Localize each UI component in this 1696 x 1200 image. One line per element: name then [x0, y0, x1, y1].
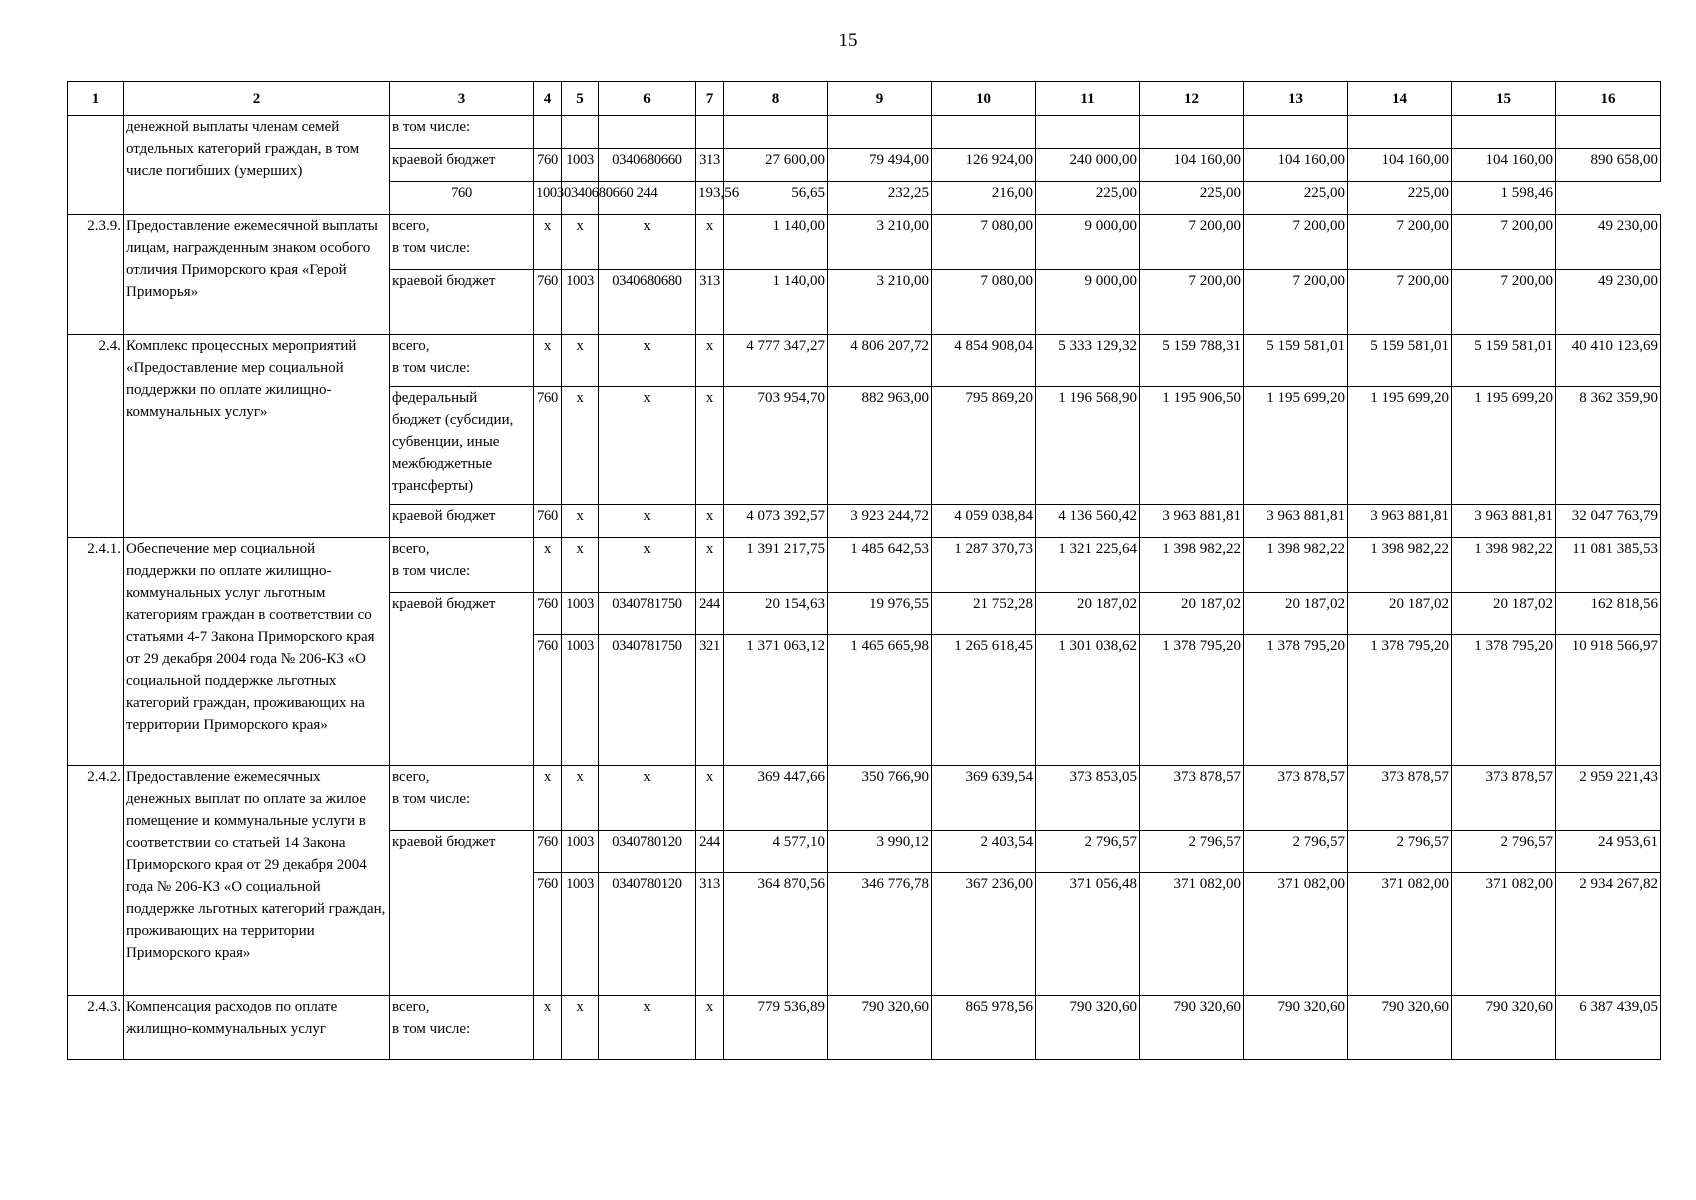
code-col-6: 0340781750 [599, 593, 696, 635]
code-col-6: х [599, 505, 696, 538]
amount-cell: 7 200,00 [1244, 270, 1348, 335]
amount-cell: 371 082,00 [1244, 873, 1348, 996]
amount-cell: 4 577,10 [724, 831, 828, 873]
code-col-4: 760 [534, 387, 562, 505]
column-header: 12 [1140, 82, 1244, 116]
source-cell: краевой бюджет [390, 505, 534, 538]
amount-cell: 240 000,00 [1036, 149, 1140, 182]
amount-cell: 4 073 392,57 [724, 505, 828, 538]
amount-cell: 5 333 129,32 [1036, 335, 1140, 387]
amount-cell: 2 934 267,82 [1556, 873, 1661, 996]
source-cell: всего, в том числе: [390, 996, 534, 1060]
table-row [68, 215, 1661, 270]
amount-cell: 225,00 [1036, 182, 1140, 215]
column-header: 4 [534, 82, 562, 116]
amount-cell: 5 159 581,01 [1452, 335, 1556, 387]
code-col-7: 313 [696, 149, 724, 182]
source-cell: краевой бюджет [390, 593, 534, 766]
code-col-4: х [534, 996, 562, 1060]
code-col-4: х [534, 335, 562, 387]
amount-cell: 3 963 881,81 [1244, 505, 1348, 538]
column-header: 7 [696, 82, 724, 116]
code-col-5: х [562, 996, 599, 1060]
code-col-4: 760 [534, 873, 562, 996]
amount-cell: 1 195 906,50 [1140, 387, 1244, 505]
code-col-7: х [696, 996, 724, 1060]
source-cell: краевой бюджет [390, 831, 534, 996]
row-name: Компенсация расходов по оплате жилищно-коммунальных услуг [124, 996, 390, 1060]
amount-cell: 1 195 699,20 [1244, 387, 1348, 505]
amount-cell: 1 140,00 [724, 215, 828, 270]
amount-cell: 32 047 763,79 [1556, 505, 1661, 538]
code-col-4: 760 [534, 831, 562, 873]
amount-cell: 126 924,00 [932, 149, 1036, 182]
amount-cell: 2 796,57 [1140, 831, 1244, 873]
code-col-6: 0340680680 [599, 270, 696, 335]
amount-cell: 1 195 699,20 [1348, 387, 1452, 505]
amount-cell: 1 195 699,20 [1452, 387, 1556, 505]
code-col-6: х [599, 335, 696, 387]
amount-cell: 20 187,02 [1140, 593, 1244, 635]
amount-cell: 216,00 [932, 182, 1036, 215]
source-cell: в том числе: [390, 116, 534, 149]
amount-cell: 890 658,00 [1556, 149, 1661, 182]
amount-cell: 4 854 908,04 [932, 335, 1036, 387]
amount-cell: 790 320,60 [1348, 996, 1452, 1060]
amount-cell: 371 082,00 [1452, 873, 1556, 996]
row-id: 2.4.1. [68, 538, 124, 766]
code-col-5: х [562, 538, 599, 593]
amount-cell: 10 918 566,97 [1556, 635, 1661, 766]
amount-cell: 225,00 [1140, 182, 1244, 215]
amount-cell: 703 954,70 [724, 387, 828, 505]
amount-cell: 2 403,54 [932, 831, 1036, 873]
amount-cell: 1 391 217,75 [724, 538, 828, 593]
amount-cell: 5 159 581,01 [1244, 335, 1348, 387]
column-header: 10 [932, 82, 1036, 116]
amount-cell: 40 410 123,69 [1556, 335, 1661, 387]
code-col-7: х [696, 766, 724, 831]
table-row [68, 538, 1661, 593]
amount-cell: 790 320,60 [828, 996, 932, 1060]
code-col-7: х [696, 505, 724, 538]
amount-cell: 1 398 982,22 [1140, 538, 1244, 593]
amount-cell: 5 159 788,31 [1140, 335, 1244, 387]
amount-cell: 6 387 439,05 [1556, 996, 1661, 1060]
amount-cell: 20 187,02 [1452, 593, 1556, 635]
column-header: 16 [1556, 82, 1661, 116]
amount-cell: 2 959 221,43 [1556, 766, 1661, 831]
amount-cell: 371 056,48 [1036, 873, 1140, 996]
amount-cell: 1 301 038,62 [1036, 635, 1140, 766]
code-col-6: х [599, 538, 696, 593]
amount-cell: 7 080,00 [932, 215, 1036, 270]
code-col-4: 760 [534, 149, 562, 182]
code-col-5: 1003 [562, 593, 599, 635]
amount-cell: 19 976,55 [828, 593, 932, 635]
header-row [68, 82, 1661, 116]
source-cell: всего, в том числе: [390, 215, 534, 270]
amount-cell: 1 378 795,20 [1140, 635, 1244, 766]
row-id: 2.3.9. [68, 215, 124, 335]
row-name: Обеспечение мер социальной поддержки по оплате жилищно-коммунальных услуг льготным категориям граждан в соответствии со статьями 4-7 Закона Приморского края от 29 декабря 2004 года № 206-КЗ «О социальной поддержке льготных категорий граждан, проживающих на территории Приморского края» [124, 538, 390, 766]
source-cell: краевой бюджет [390, 149, 534, 182]
code-col-5: 1003 [534, 182, 562, 215]
amount-cell: 49 230,00 [1556, 270, 1661, 335]
code-col-5: 1003 [562, 635, 599, 766]
amount-cell: 790 320,60 [1244, 996, 1348, 1060]
amount-cell: 795 869,20 [932, 387, 1036, 505]
amount-cell: 104 160,00 [1452, 149, 1556, 182]
amount-cell: 369 447,66 [724, 766, 828, 831]
amount-cell: 104 160,00 [1244, 149, 1348, 182]
source-cell: краевой бюджет [390, 270, 534, 335]
code-col-7: 321 [696, 635, 724, 766]
row-name: Предоставление ежемесячной выплаты лицам, награжденным знаком особого отличия Приморского края «Герой Приморья» [124, 215, 390, 335]
amount-cell: 1 398 982,22 [1348, 538, 1452, 593]
amount-cell: 1 485 642,53 [828, 538, 932, 593]
amount-cell: 364 870,56 [724, 873, 828, 996]
amount-cell: 49 230,00 [1556, 215, 1661, 270]
code-col-6: 0340781750 [599, 635, 696, 766]
row-name: Комплекс процессных мероприятий «Предоставление мер социальной поддержки по оплате жилищно-коммунальных услуг» [124, 335, 390, 538]
column-header: 6 [599, 82, 696, 116]
code-col-6: 0340680660 [562, 182, 599, 215]
amount-cell: 373 878,57 [1140, 766, 1244, 831]
code-col-5: х [562, 505, 599, 538]
table-row [68, 335, 1661, 387]
amount-cell: 11 081 385,53 [1556, 538, 1661, 593]
amount-cell: 1 140,00 [724, 270, 828, 335]
code-col-7: 244 [599, 182, 696, 215]
page-number: 15 [838, 30, 858, 51]
code-col-7: х [696, 335, 724, 387]
amount-cell: 371 082,00 [1140, 873, 1244, 996]
amount-cell: 865 978,56 [932, 996, 1036, 1060]
table-row [68, 996, 1661, 1060]
code-col-5: 1003 [562, 270, 599, 335]
row-id: 2.4.2. [68, 766, 124, 996]
table-row [68, 766, 1661, 831]
amount-cell: 4 806 207,72 [828, 335, 932, 387]
amount-cell: 20 187,02 [1244, 593, 1348, 635]
amount-cell: 882 963,00 [828, 387, 932, 505]
row-id: 2.4. [68, 335, 124, 538]
amount-cell: 779 536,89 [724, 996, 828, 1060]
column-header: 14 [1348, 82, 1452, 116]
amount-cell: 2 796,57 [1244, 831, 1348, 873]
code-col-4: х [534, 766, 562, 831]
amount-cell: 20 154,63 [724, 593, 828, 635]
amount-cell: 3 923 244,72 [828, 505, 932, 538]
amount-cell: 790 320,60 [1140, 996, 1244, 1060]
amount-cell: 9 000,00 [1036, 215, 1140, 270]
column-header: 8 [724, 82, 828, 116]
amount-cell: 4 059 038,84 [932, 505, 1036, 538]
amount-cell: 1 196 568,90 [1036, 387, 1140, 505]
code-col-4: 760 [534, 505, 562, 538]
code-col-6: х [599, 215, 696, 270]
amount-cell: 21 752,28 [932, 593, 1036, 635]
code-col-6: 0340780120 [599, 831, 696, 873]
code-col-6: х [599, 766, 696, 831]
code-col-5: х [562, 215, 599, 270]
column-header: 15 [1452, 82, 1556, 116]
amount-cell: 2 796,57 [1036, 831, 1140, 873]
amount-cell: 7 200,00 [1348, 215, 1452, 270]
amount-cell: 27 600,00 [724, 149, 828, 182]
budget-table [67, 81, 1661, 1060]
source-cell: всего, в том числе: [390, 335, 534, 387]
amount-cell: 2 796,57 [1348, 831, 1452, 873]
column-header: 2 [124, 82, 390, 116]
code-col-7: 244 [696, 831, 724, 873]
amount-cell: 20 187,02 [1348, 593, 1452, 635]
amount-cell: 162 818,56 [1556, 593, 1661, 635]
amount-cell: 1 287 370,73 [932, 538, 1036, 593]
code-col-6: х [599, 387, 696, 505]
amount-cell: 367 236,00 [932, 873, 1036, 996]
code-col-5: 1003 [562, 831, 599, 873]
amount-cell: 1 378 795,20 [1244, 635, 1348, 766]
code-col-4: х [534, 215, 562, 270]
row-id: 2.4.3. [68, 996, 124, 1060]
amount-cell: 56,65 [724, 182, 828, 215]
amount-cell: 1 398 982,22 [1452, 538, 1556, 593]
source-cell: всего, в том числе: [390, 538, 534, 593]
code-col-6: 0340780120 [599, 873, 696, 996]
code-col-7: х [696, 538, 724, 593]
amount-cell: 3 990,12 [828, 831, 932, 873]
code-col-5: х [562, 335, 599, 387]
code-col-7: 313 [696, 270, 724, 335]
amount-cell: 7 200,00 [1140, 215, 1244, 270]
amount-cell: 371 082,00 [1348, 873, 1452, 996]
amount-cell: 7 200,00 [1452, 215, 1556, 270]
amount-cell: 1 265 618,45 [932, 635, 1036, 766]
code-col-4: 760 [534, 593, 562, 635]
code-col-5: 1003 [562, 873, 599, 996]
amount-cell: 2 796,57 [1452, 831, 1556, 873]
amount-cell: 7 200,00 [1140, 270, 1244, 335]
amount-cell: 1 321 225,64 [1036, 538, 1140, 593]
code-col-6: 0340680660 [599, 149, 696, 182]
code-col-7: х [696, 215, 724, 270]
amount-cell: 373 878,57 [1452, 766, 1556, 831]
amount-cell: 790 320,60 [1452, 996, 1556, 1060]
amount-cell: 3 963 881,81 [1348, 505, 1452, 538]
amount-cell: 3 963 881,81 [1452, 505, 1556, 538]
amount-cell: 104 160,00 [1140, 149, 1244, 182]
amount-cell: 5 159 581,01 [1348, 335, 1452, 387]
amount-cell: 350 766,90 [828, 766, 932, 831]
amount-cell: 3 210,00 [828, 215, 932, 270]
table-row [68, 116, 1661, 149]
column-header: 1 [68, 82, 124, 116]
amount-cell: 24 953,61 [1556, 831, 1661, 873]
column-header: 13 [1244, 82, 1348, 116]
amount-cell: 790 320,60 [1036, 996, 1140, 1060]
amount-cell: 7 200,00 [1452, 270, 1556, 335]
amount-cell: 193,56 [696, 182, 724, 215]
amount-cell: 9 000,00 [1036, 270, 1140, 335]
amount-cell: 1 465 665,98 [828, 635, 932, 766]
amount-cell: 1 598,46 [1452, 182, 1556, 215]
code-col-6: х [599, 996, 696, 1060]
code-col-7: 313 [696, 873, 724, 996]
amount-cell: 373 878,57 [1244, 766, 1348, 831]
amount-cell: 104 160,00 [1348, 149, 1452, 182]
amount-cell: 4 777 347,27 [724, 335, 828, 387]
amount-cell: 7 080,00 [932, 270, 1036, 335]
amount-cell: 3 963 881,81 [1140, 505, 1244, 538]
source-cell: федеральный бюджет (субсидии, субвенции, иные межбюджетные трансферты) [390, 387, 534, 505]
amount-cell: 8 362 359,90 [1556, 387, 1661, 505]
column-header: 3 [390, 82, 534, 116]
row-name: денежной выплаты членам семей отдельных категорий граждан, в том числе погибших (умерших) [124, 116, 390, 215]
source-cell: всего, в том числе: [390, 766, 534, 831]
amount-cell: 1 378 795,20 [1452, 635, 1556, 766]
amount-cell: 373 878,57 [1348, 766, 1452, 831]
amount-cell: 232,25 [828, 182, 932, 215]
row-id [68, 116, 124, 215]
amount-cell: 20 187,02 [1036, 593, 1140, 635]
code-col-4: 760 [534, 270, 562, 335]
row-name: Предоставление ежемесячных денежных выплат по оплате за жилое помещение и коммунальные услуги в соответствии со статьей 14 Закона Приморского края от 29 декабря 2004 года № 206-КЗ «О социальной поддержке льготных категорий граждан, проживающих на территории Приморского края» [124, 766, 390, 996]
code-col-4: 760 [390, 182, 534, 215]
column-header: 5 [562, 82, 599, 116]
amount-cell: 4 136 560,42 [1036, 505, 1140, 538]
amount-cell: 3 210,00 [828, 270, 932, 335]
code-col-7: х [696, 387, 724, 505]
amount-cell: 1 398 982,22 [1244, 538, 1348, 593]
code-col-5: х [562, 766, 599, 831]
code-col-5: 1003 [562, 149, 599, 182]
amount-cell: 79 494,00 [828, 149, 932, 182]
amount-cell: 7 200,00 [1348, 270, 1452, 335]
code-col-5: х [562, 387, 599, 505]
code-col-7: 244 [696, 593, 724, 635]
amount-cell: 225,00 [1348, 182, 1452, 215]
code-col-4: 760 [534, 635, 562, 766]
amount-cell: 1 371 063,12 [724, 635, 828, 766]
code-col-4: х [534, 538, 562, 593]
column-header: 9 [828, 82, 932, 116]
amount-cell: 1 378 795,20 [1348, 635, 1452, 766]
amount-cell: 373 853,05 [1036, 766, 1140, 831]
column-header: 11 [1036, 82, 1140, 116]
amount-cell: 346 776,78 [828, 873, 932, 996]
amount-cell: 369 639,54 [932, 766, 1036, 831]
amount-cell: 7 200,00 [1244, 215, 1348, 270]
amount-cell: 225,00 [1244, 182, 1348, 215]
